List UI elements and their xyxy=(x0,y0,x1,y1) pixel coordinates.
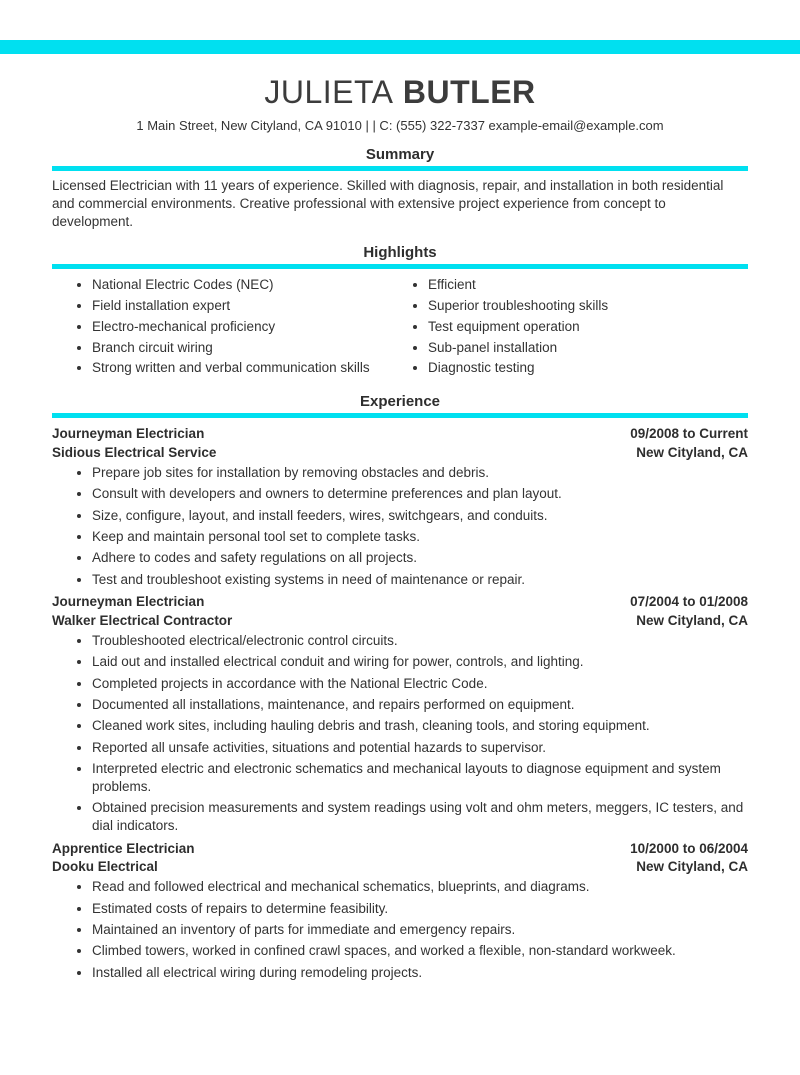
duty-item: • Prepare job sites for installation by removing obstacles and debris. xyxy=(92,464,748,482)
duty-item: • Laid out and installed electrical conduit and wiring for power, controls, and lighting. xyxy=(92,653,748,671)
job-title-row xyxy=(52,593,748,611)
highlights-divider xyxy=(52,264,748,269)
highlight-item: • Efficient xyxy=(428,276,748,294)
section-title-experience: Experience xyxy=(359,393,441,411)
highlight-item: • Superior troubleshooting skills xyxy=(428,297,748,315)
duty-item: • Test and troubleshoot existing systems in need of maintenance or repair. xyxy=(92,571,748,589)
job-company: Dooku Electrical xyxy=(52,859,158,875)
job-duties-list xyxy=(52,464,748,588)
job-duties-list xyxy=(52,878,748,981)
duty-item: • Maintained an inventory of parts for immediate and emergency repairs. xyxy=(92,921,748,939)
highlights-right-column xyxy=(400,276,748,380)
duty-item: • Consult with developers and owners to determine preferences and plan layout. xyxy=(92,485,748,503)
highlight-item: • Test equipment operation xyxy=(428,318,748,336)
duty-item: • Estimated costs of repairs to determine feasibility. xyxy=(92,900,748,918)
highlights-columns xyxy=(52,276,748,380)
duty-item: • Obtained precision measurements and system readings using volt and ohm meters, meggers, IC testers, and dial indicators. xyxy=(92,799,748,835)
summary-divider xyxy=(52,166,748,171)
duty-item: • Troubleshooted electrical/electronic control circuits. xyxy=(92,632,748,650)
job-company: Walker Electrical Contractor xyxy=(52,612,233,628)
experience-section xyxy=(52,393,748,981)
job-location: New Cityland, CA xyxy=(636,612,748,628)
job-entry xyxy=(52,593,748,834)
job-title: Journeyman Electrician xyxy=(52,594,205,610)
resume-content xyxy=(52,146,748,982)
highlight-item: • Branch circuit wiring xyxy=(92,339,400,357)
summary-text: Licensed Electrician with 11 years of experience. Skilled with diagnosis, repair, and installation in both residential and commercial environments. Creative professional with extensive project experience from concept to development. xyxy=(52,178,724,230)
highlight-item: • Sub-panel installation xyxy=(428,339,748,357)
job-location: New Cityland, CA xyxy=(636,444,748,460)
job-entry xyxy=(52,840,748,982)
duty-item: • Read and followed electrical and mechanical schematics, blueprints, and diagrams. xyxy=(92,878,748,896)
duty-item: • Documented all installations, maintenance, and repairs performed on equipment. xyxy=(92,696,748,714)
contact-line: 1 Main Street, New Cityland, CA 91010 | | C: (555) 322-7337 example-email@example.com xyxy=(136,118,664,133)
job-title-row xyxy=(52,425,748,443)
first-name: JULIETA xyxy=(264,74,394,110)
duty-item: • Completed projects in accordance with the National Electric Code. xyxy=(92,675,748,693)
duty-item: • Interpreted electric and electronic schematics and mechanical layouts to diagnose equipment and system problems. xyxy=(92,760,748,796)
highlight-item: • Electro-mechanical proficiency xyxy=(92,318,400,336)
name-heading xyxy=(0,74,800,111)
highlights-section xyxy=(52,244,748,380)
job-company-row xyxy=(52,612,748,630)
job-title: Journeyman Electrician xyxy=(52,426,205,442)
duty-item: • Cleaned work sites, including hauling debris and trash, cleaning tools, and storing equipment. xyxy=(92,717,748,735)
duty-item: • Climbed towers, worked in confined crawl spaces, and worked a flexible, non-standard workweek. xyxy=(92,942,748,960)
job-company: Sidious Electrical Service xyxy=(52,444,217,460)
job-duties-list xyxy=(52,632,748,835)
duty-item: • Adhere to codes and safety regulations on all projects. xyxy=(92,549,748,567)
job-location: New Cityland, CA xyxy=(636,859,748,875)
job-entry xyxy=(52,425,748,588)
experience-divider xyxy=(52,413,748,418)
experience-body xyxy=(52,425,748,981)
highlights-left-list xyxy=(52,276,400,377)
highlight-item: • Field installation expert xyxy=(92,297,400,315)
duty-item: • Installed all electrical wiring during remodeling projects. xyxy=(92,964,748,982)
job-dates: 09/2008 to Current xyxy=(630,426,748,442)
highlights-left-column xyxy=(52,276,400,380)
duty-item: • Reported all unsafe activities, situations and potential hazards to supervisor. xyxy=(92,739,748,757)
job-dates: 10/2000 to 06/2004 xyxy=(630,840,748,856)
job-company-row xyxy=(52,444,748,462)
job-title-row xyxy=(52,840,748,858)
job-title: Apprentice Electrician xyxy=(52,840,195,856)
highlights-right-list xyxy=(400,276,748,377)
highlight-item: • Strong written and verbal communication skills xyxy=(92,359,400,377)
last-name: BUTLER xyxy=(402,74,536,110)
job-dates: 07/2004 to 01/2008 xyxy=(630,594,748,610)
highlight-item: • National Electric Codes (NEC) xyxy=(92,276,400,294)
section-title-summary: Summary xyxy=(365,146,435,163)
duty-item: • Size, configure, layout, and install feeders, wires, switchgears, and conduits. xyxy=(92,507,748,525)
duty-item: • Keep and maintain personal tool set to complete tasks. xyxy=(92,528,748,546)
summary-section xyxy=(52,146,748,231)
highlight-item: • Diagnostic testing xyxy=(428,359,748,377)
section-title-highlights: Highlights xyxy=(363,244,437,262)
header xyxy=(0,74,800,133)
top-accent-bar xyxy=(0,40,800,54)
job-company-row xyxy=(52,858,748,876)
